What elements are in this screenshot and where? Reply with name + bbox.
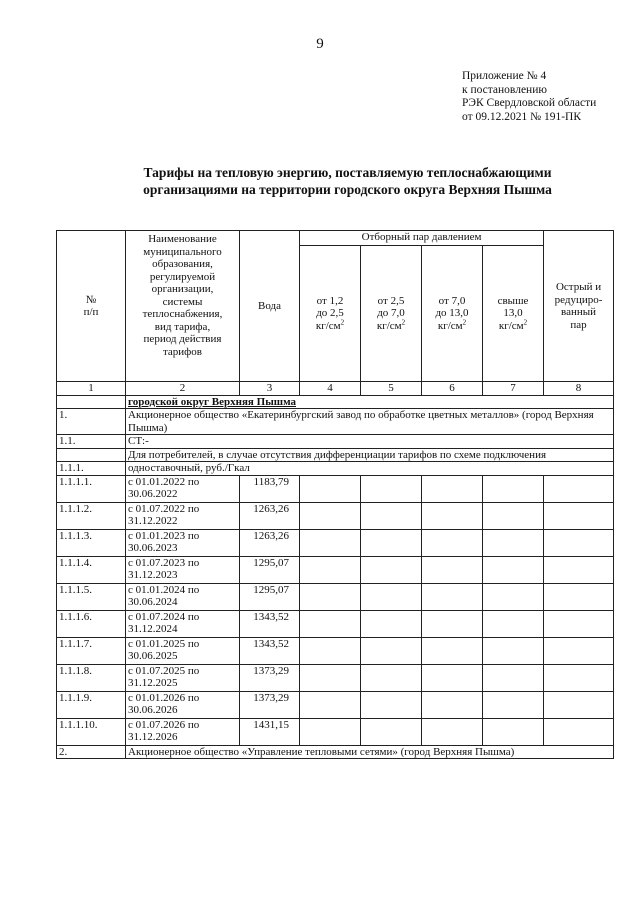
district-name: городской округ Верхняя Пышма: [128, 395, 296, 408]
empty-cell: [422, 718, 483, 745]
empty-cell: [300, 475, 361, 502]
period-start: с 01.01.2023 по: [128, 529, 200, 542]
water-tariff: 1263,26: [240, 529, 300, 556]
header-sharp-line: Острый и: [555, 281, 602, 293]
consumers-description: Для потребителей, в случае отсутствия дифференциации тарифов по схеме подключения: [126, 448, 614, 462]
empty-cell: [361, 718, 422, 745]
empty-cell: [361, 583, 422, 610]
pressure-unit-exp: 2: [462, 318, 467, 327]
tariff-period: [126, 529, 240, 556]
tariff-period: [126, 637, 240, 664]
row-number: 1.1.1.7.: [57, 637, 126, 664]
empty-cell: [422, 610, 483, 637]
tariff-type-name: одноставочный, руб./Гкал: [126, 462, 614, 476]
header-name-line: регулируемой: [149, 270, 216, 283]
header-name-line: вид тарифа,: [154, 320, 211, 333]
empty-cell: [300, 637, 361, 664]
empty-cell: [483, 664, 544, 691]
tariff-row: [57, 637, 614, 664]
row-number: 1.: [57, 409, 126, 435]
empty-cell: [483, 718, 544, 745]
empty-cell: [361, 556, 422, 583]
period-start: с 01.01.2026 по: [128, 691, 200, 704]
system-row: [57, 435, 614, 449]
pressure-line: от 1,2: [316, 294, 344, 307]
tariff-row: [57, 529, 614, 556]
column-number: 8: [544, 382, 614, 396]
system-name: СТ:-: [126, 435, 614, 449]
tariff-period: [126, 664, 240, 691]
row-number: 1.1.1.10.: [57, 718, 126, 745]
empty-cell: [544, 637, 614, 664]
row-number: 1.1.1.: [57, 462, 126, 476]
empty-cell: [422, 556, 483, 583]
row-number: 1.1.1.5.: [57, 583, 126, 610]
empty-cell: [300, 583, 361, 610]
empty-cell: [361, 664, 422, 691]
column-number: 2: [126, 382, 240, 396]
header-sharp-line: редуциро-: [554, 293, 603, 306]
tariff-row: [57, 583, 614, 610]
empty-cell: [544, 475, 614, 502]
empty-cell: [361, 529, 422, 556]
empty-cell: [483, 610, 544, 637]
empty-cell: [422, 583, 483, 610]
header-name-line: муниципального: [143, 245, 222, 258]
water-tariff: 1343,52: [240, 637, 300, 664]
header-pressure-1: [300, 246, 361, 382]
empty-cell: [544, 502, 614, 529]
tariff-row: [57, 502, 614, 529]
column-number: 7: [483, 382, 544, 396]
pressure-line: до 7,0: [377, 307, 405, 320]
header-name-line: теплоснабжения,: [142, 308, 223, 320]
period-end: 30.06.2024: [128, 596, 178, 608]
header-name-line: Наименование: [148, 233, 217, 245]
period-end: 31.12.2022: [128, 515, 178, 527]
empty-cell: [422, 691, 483, 718]
tariff-period: [126, 718, 240, 745]
tariff-row: [57, 610, 614, 637]
empty-cell: [483, 556, 544, 583]
period-end: 30.06.2025: [128, 650, 178, 662]
empty-cell: [483, 475, 544, 502]
period-start: с 01.07.2022 по: [128, 502, 200, 515]
header-pressure-4: [483, 246, 544, 382]
title-line: Тарифы на тепловую энергию, поставляемую теплоснабжающими: [143, 165, 552, 180]
row-number: 1.1.1.6.: [57, 610, 126, 637]
pressure-line: свыше: [497, 294, 529, 307]
header-sharp-line: ванный: [561, 306, 597, 318]
tariff-row: [57, 691, 614, 718]
empty-cell: [544, 718, 614, 745]
empty-cell: [544, 664, 614, 691]
column-number: 6: [422, 382, 483, 396]
appendix-line: Приложение № 4: [462, 70, 547, 82]
organization-name: Акционерное общество «Управление тепловыми сетями» (город Верхняя Пышма): [126, 745, 614, 759]
empty-cell: [422, 475, 483, 502]
header-sharp-line: пар: [570, 318, 587, 331]
header-pressure-3: [422, 246, 483, 382]
pressure-line: до 2,5: [316, 307, 344, 320]
water-tariff: 1431,15: [240, 718, 300, 745]
header-water: Вода: [240, 231, 300, 382]
organization-name: Акционерное общество «Екатеринбургский завод по обработке цветных металлов» (город Верхняя Пышма): [126, 409, 614, 435]
row-number: 1.1.1.9.: [57, 691, 126, 718]
empty-cell: [300, 691, 361, 718]
water-tariff: 1373,29: [240, 691, 300, 718]
appendix-block: [462, 70, 596, 124]
period-end: 31.12.2024: [128, 623, 178, 635]
district-row: [57, 395, 614, 409]
tariff-type-row: [57, 462, 614, 476]
empty-cell: [483, 502, 544, 529]
header-name-line: период действия: [143, 333, 222, 345]
document-title: [60, 164, 635, 198]
empty-cell: [361, 475, 422, 502]
appendix-line: от 09.12.2021 № 191-ПК: [462, 110, 582, 123]
column-number-row: [57, 382, 614, 396]
consumers-row: [57, 448, 614, 462]
empty-cell: [483, 691, 544, 718]
header-name: [126, 231, 240, 382]
tariff-row: [57, 556, 614, 583]
appendix-line: к постановлению: [462, 83, 547, 96]
empty-cell: [57, 448, 126, 462]
tariff-period: [126, 691, 240, 718]
tariff-period: [126, 475, 240, 502]
header-num-line1: №: [85, 293, 97, 306]
water-tariff: 1343,52: [240, 610, 300, 637]
header-name-line: тарифов: [162, 345, 203, 358]
pressure-line: от 2,5: [377, 294, 405, 307]
row-number: 1.1.1.4.: [57, 556, 126, 583]
empty-cell: [483, 529, 544, 556]
row-number: 1.1.1.1.: [57, 475, 126, 502]
pressure-unit: кг/см: [437, 319, 463, 332]
tariff-period: [126, 556, 240, 583]
header-sharp-steam: [544, 231, 614, 382]
water-tariff: 1373,29: [240, 664, 300, 691]
pressure-unit-exp: 2: [523, 318, 528, 327]
header-num-line2: п/п: [83, 306, 99, 318]
empty-cell: [300, 502, 361, 529]
header-pressure-2: [361, 246, 422, 382]
empty-cell: [57, 395, 126, 409]
empty-cell: [544, 583, 614, 610]
period-start: с 01.07.2023 по: [128, 556, 200, 569]
empty-cell: [483, 637, 544, 664]
organization-row: [57, 745, 614, 759]
water-tariff: 1295,07: [240, 583, 300, 610]
tariff-row: [57, 718, 614, 745]
period-end: 30.06.2022: [128, 488, 178, 500]
pressure-unit: кг/см: [376, 319, 402, 332]
header-num: [57, 231, 126, 382]
empty-cell: [422, 529, 483, 556]
empty-cell: [544, 556, 614, 583]
header-name-line: образования,: [152, 258, 213, 270]
tariff-row: [57, 664, 614, 691]
period-start: с 01.07.2025 по: [128, 664, 200, 677]
header-name-line: организации,: [151, 283, 214, 295]
row-number: 1.1.1.3.: [57, 529, 126, 556]
title-line: организациями на территории городского округа Верхняя Пышма: [143, 182, 552, 197]
empty-cell: [361, 637, 422, 664]
empty-cell: [544, 529, 614, 556]
column-number: 3: [240, 382, 300, 396]
empty-cell: [361, 691, 422, 718]
empty-cell: [483, 583, 544, 610]
column-number: 5: [361, 382, 422, 396]
period-start: с 01.07.2026 по: [128, 718, 200, 731]
period-start: с 01.01.2024 по: [128, 583, 200, 596]
period-start: с 01.07.2024 по: [128, 610, 200, 623]
empty-cell: [422, 502, 483, 529]
empty-cell: [300, 664, 361, 691]
empty-cell: [544, 691, 614, 718]
pressure-unit-exp: 2: [401, 318, 406, 327]
pressure-line: 13,0: [503, 307, 523, 320]
organization-row: [57, 409, 614, 435]
empty-cell: [300, 529, 361, 556]
period-end: 31.12.2026: [128, 731, 178, 743]
water-tariff: 1295,07: [240, 556, 300, 583]
pressure-unit: кг/см: [498, 319, 524, 332]
water-tariff: 1263,26: [240, 502, 300, 529]
page-number: 9: [316, 36, 324, 52]
period-end: 30.06.2023: [128, 542, 178, 554]
tariff-period: [126, 583, 240, 610]
empty-cell: [300, 556, 361, 583]
water-tariff: 1183,79: [240, 475, 300, 502]
pressure-unit-exp: 2: [340, 318, 345, 327]
tariff-period: [126, 610, 240, 637]
empty-cell: [361, 502, 422, 529]
column-number: 1: [57, 382, 126, 396]
period-end: 31.12.2023: [128, 569, 178, 581]
row-number: 2.: [57, 745, 126, 759]
row-number: 1.1.: [57, 435, 126, 449]
period-end: 31.12.2025: [128, 677, 178, 689]
column-number: 4: [300, 382, 361, 396]
empty-cell: [422, 664, 483, 691]
tariff-table: [56, 230, 614, 759]
empty-cell: [300, 718, 361, 745]
empty-cell: [300, 610, 361, 637]
tariff-row: [57, 475, 614, 502]
empty-cell: [544, 610, 614, 637]
header-steam-group: Отборный пар давлением: [300, 231, 544, 246]
row-number: 1.1.1.8.: [57, 664, 126, 691]
pressure-unit: кг/см: [315, 319, 341, 332]
pressure-line: до 13,0: [435, 307, 469, 320]
row-number: 1.1.1.2.: [57, 502, 126, 529]
tariff-period: [126, 502, 240, 529]
period-end: 30.06.2026: [128, 704, 178, 716]
empty-cell: [361, 610, 422, 637]
appendix-line: РЭК Свердловской области: [462, 97, 597, 109]
pressure-line: от 7,0: [438, 294, 466, 307]
period-start: с 01.01.2025 по: [128, 637, 200, 650]
period-start: с 01.01.2022 по: [128, 475, 200, 488]
empty-cell: [422, 637, 483, 664]
header-name-line: системы: [162, 295, 203, 308]
